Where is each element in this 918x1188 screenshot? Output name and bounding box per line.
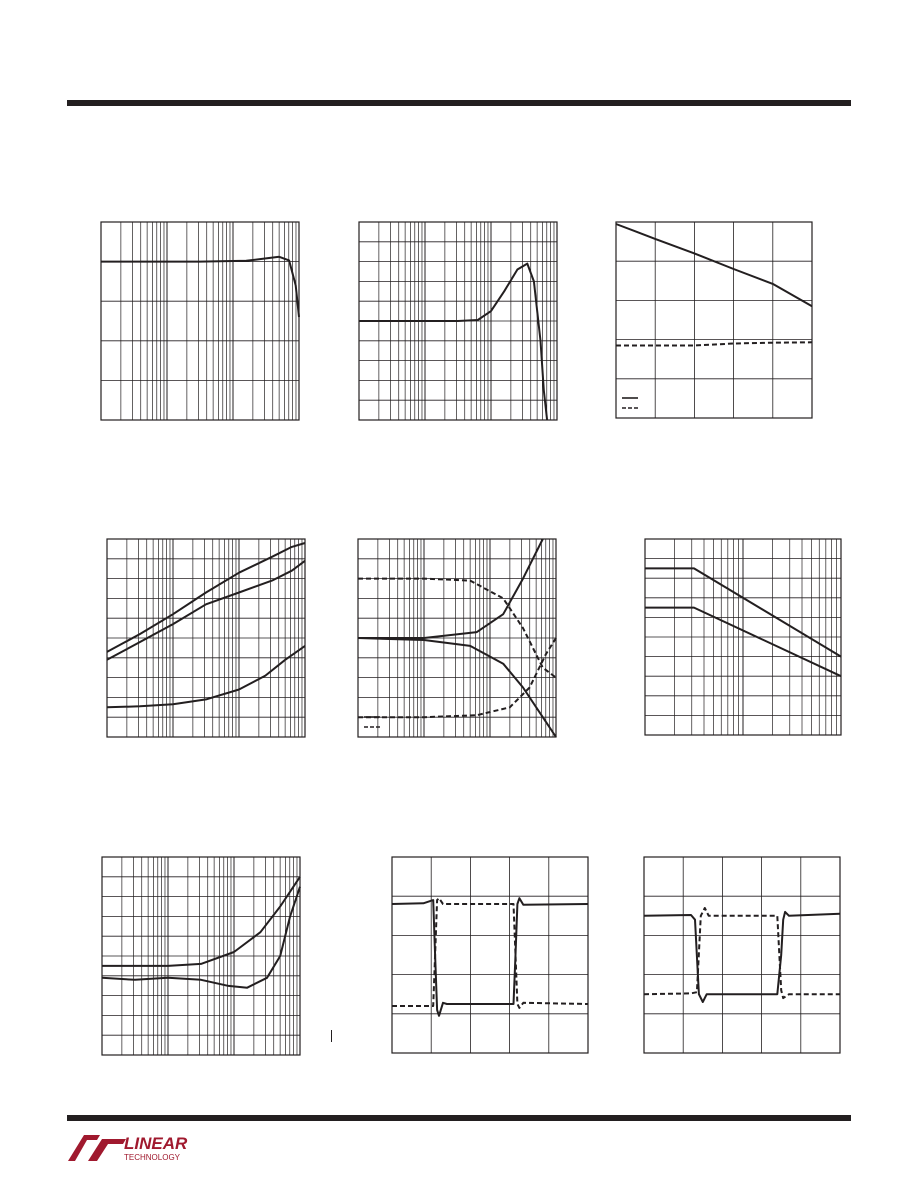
- plot-frame: [392, 857, 588, 1053]
- linear-technology-logo: [66, 1131, 191, 1163]
- series-3-line: [358, 638, 556, 737]
- chart-3-grid: [616, 222, 812, 418]
- series-1-line: [359, 264, 547, 420]
- series-2-line: [107, 561, 305, 660]
- chart-6: [644, 538, 842, 736]
- series-1-line: [107, 543, 305, 652]
- chart-3: [615, 221, 813, 419]
- plot-frame: [616, 222, 812, 418]
- series-2-line: [102, 887, 300, 988]
- chart-1-grid: [101, 222, 299, 420]
- logo-wordmark: LINEAR: [124, 1134, 188, 1153]
- chart-7: [101, 856, 301, 1056]
- chart-7-grid: [102, 857, 300, 1055]
- series-3-line: [107, 646, 305, 707]
- plot-frame: [644, 857, 840, 1053]
- logo-subline: TECHNOLOGY: [124, 1153, 181, 1162]
- series-1-line: [102, 877, 300, 966]
- chart-9: [643, 856, 841, 1054]
- cursor-mark: [331, 1030, 332, 1042]
- chart-2: [358, 221, 558, 421]
- series-1-line: [644, 912, 840, 1002]
- series-2-line: [644, 908, 840, 998]
- bottom-rule: [67, 1115, 851, 1121]
- series-2-line: [358, 579, 556, 678]
- chart-8-grid: [392, 857, 588, 1053]
- series-1-line: [392, 898, 588, 1016]
- series-2-line: [392, 898, 588, 1008]
- series-1-line: [358, 539, 543, 638]
- plot-frame: [101, 222, 299, 420]
- top-rule: [67, 100, 851, 106]
- chart-1: [100, 221, 300, 421]
- series-1-line: [616, 224, 812, 306]
- chart-5: [357, 538, 557, 738]
- chart-9-grid: [644, 857, 840, 1053]
- chart-4: [106, 538, 306, 738]
- chart-8: [391, 856, 589, 1054]
- series-2-line: [616, 342, 812, 345]
- series-1-line: [101, 257, 299, 317]
